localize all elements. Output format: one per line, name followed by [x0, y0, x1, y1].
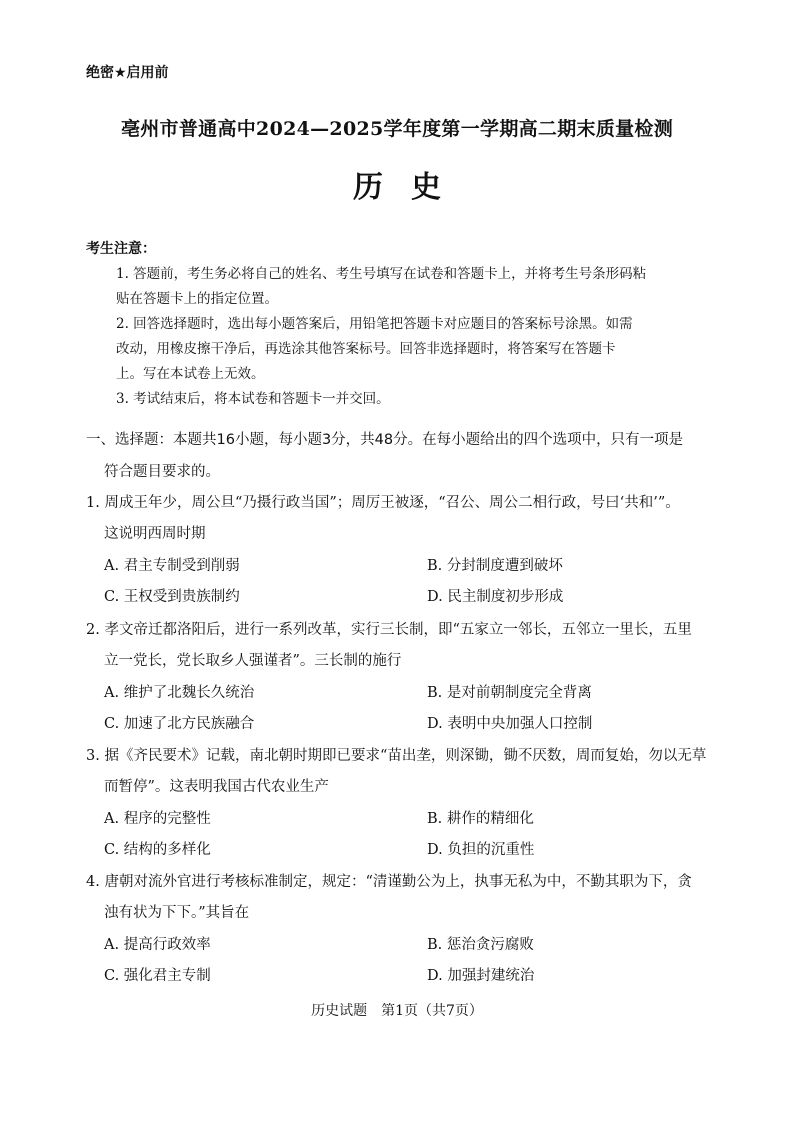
section-heading-line-1: 一、选择题：本题共16小题，每小题3分，共48分。在每小题给出的四个选项中，只有一项是 [86, 432, 684, 448]
notice-item-2-line-3: 上。写在本试卷上无效。 [116, 366, 265, 382]
question-1-option-b: B. 分封制度遭到破坏 [427, 558, 563, 574]
question-3-option-a: A. 程序的完整性 [104, 811, 211, 827]
notice-item-2-line-2: 改动，用橡皮擦干净后，再选涂其他答案标号。回答非选择题时，将答案写在答题卡 [116, 341, 616, 357]
notice-item-1-line-1: 1. 答题前，考生务必将自己的姓名、考生号填写在试卷和答题卡上，并将考生号条形码粘 [116, 266, 647, 282]
section-heading-line-2: 符合题目要求的。 [104, 464, 220, 480]
notice-title: 考生注意： [86, 241, 156, 257]
question-2-stem-line-2: 立一党长，党长取乡人强谨者”。三长制的施行 [104, 653, 402, 669]
question-2-option-b: B. 是对前朝制度完全背离 [427, 685, 592, 701]
notice-item-2-line-1: 2. 回答选择题时，选出每小题答案后，用铅笔把答题卡对应题目的答案标号涂黑。如需 [116, 316, 633, 332]
notice-item-3-line-1: 3. 考试结束后，将本试卷和答题卡一并交回。 [116, 391, 390, 407]
question-1-option-c: C. 王权受到贵族制约 [104, 589, 240, 605]
question-2-stem-line-1: 2. 孝文帝迁都洛阳后，进行一系列改革，实行三长制，即“五家立一邻长，五邻立一里长，五里 [86, 622, 692, 638]
question-2-option-d: D. 表明中央加强人口控制 [427, 716, 593, 732]
question-2-option-a: A. 维护了北魏长久统治 [104, 685, 255, 701]
question-4-option-c: C. 强化君主专制 [104, 968, 211, 984]
question-1-stem-line-2: 这说明西周时期 [104, 526, 206, 542]
notice-item-1-line-2: 贴在答题卡上的指定位置。 [116, 291, 278, 307]
question-1-option-d: D. 民主制度初步形成 [427, 589, 564, 605]
question-3-option-d: D. 负担的沉重性 [427, 842, 535, 858]
question-1-option-a: A. 君主专制受到削弱 [104, 558, 240, 574]
question-2-option-c: C. 加速了北方民族融合 [104, 716, 255, 732]
question-3-stem-line-1: 3. 据《齐民要术》记载，南北朝时期即已要求“苗出垄，则深锄，锄不厌数，周而复始，勿以无草 [86, 748, 707, 764]
exam-title: 亳州市普通高中2024—2025学年度第一学期高二期末质量检测 [120, 118, 674, 140]
question-1-stem-line-1: 1. 周成王年少，周公旦“乃摄行政当国”；周厉王被逐，“召公、周公二相行政，号曰‘共和’”。 [86, 495, 680, 511]
secret-mark: 绝密★启用前 [86, 65, 169, 81]
question-4-stem-line-1: 4. 唐朝对流外官进行考核标准制定，规定：“清谨勤公为上，执事无私为中，不勤其职为下，贪 [86, 874, 692, 890]
question-4-option-d: D. 加强封建统治 [427, 968, 535, 984]
subject-title: 历史 [353, 170, 469, 205]
question-4-option-b: B. 惩治贪污腐败 [427, 937, 534, 953]
question-4-option-a: A. 提高行政效率 [104, 937, 211, 953]
question-3-option-b: B. 耕作的精细化 [427, 811, 534, 827]
question-4-stem-line-2: 浊有状为下下。”其旨在 [104, 905, 250, 921]
question-3-stem-line-2: 而暂停”。这表明我国古代农业生产 [104, 779, 329, 795]
page-footer: 历史试题 第1页（共7页） [311, 1003, 483, 1019]
question-3-option-c: C. 结构的多样化 [104, 842, 211, 858]
